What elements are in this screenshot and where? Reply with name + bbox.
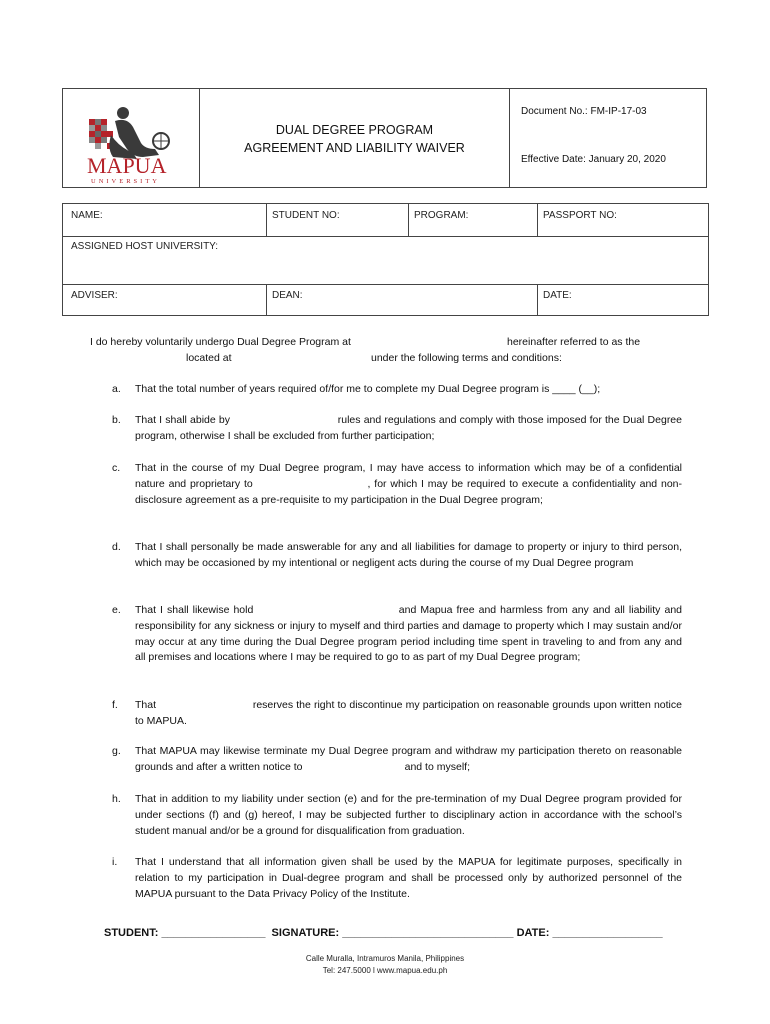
term-letter: i.	[112, 856, 118, 868]
dean-field[interactable]: DEAN:	[272, 290, 303, 301]
logo-checker-pattern	[89, 119, 113, 149]
effective-date: Effective Date: January 20, 2020	[521, 154, 666, 165]
intro-line1-a: I do hereby voluntarily undergo Dual Degree Program at	[90, 336, 351, 348]
term-letter: a.	[112, 383, 121, 395]
term-text: That I shall abide by rules and regulations and comply with those imposed for the Dual Degree program, otherwise I shall be excluded from further participation;	[135, 414, 685, 442]
term-text: That the total number of years required of/for me to complete my Dual Degree program is ____ (__);	[135, 383, 601, 395]
form-title-line2: AGREEMENT AND LIABILITY WAIVER	[244, 141, 465, 155]
date-field[interactable]: DATE:	[543, 290, 572, 301]
logo-wordmark: MAPUA	[87, 153, 167, 178]
term-letter: g.	[112, 745, 121, 757]
document-number: Document No.: FM-IP-17-03	[521, 106, 647, 117]
intro-line2-b: under the following terms and conditions:	[371, 352, 562, 364]
footer-contact: Tel: 247.5000 l www.mapua.edu.ph	[322, 966, 448, 975]
mapua-logo	[67, 97, 195, 185]
signature-line[interactable]: STUDENT: _________________ SIGNATURE: ____________________________ DATE: __________________	[104, 927, 663, 939]
form-title-line1: DUAL DEGREE PROGRAM	[275, 123, 434, 137]
program-field[interactable]: PROGRAM:	[414, 210, 469, 221]
form-title	[200, 121, 509, 157]
passport-no-field[interactable]: PASSPORT NO:	[543, 210, 617, 221]
term-text: That MAPUA may likewise terminate my Dual Degree program and withdraw my participation thereto on reasonable grounds and after a written notice to and to myself;	[135, 745, 685, 773]
term-letter: c.	[112, 462, 121, 474]
term-letter: b.	[112, 414, 121, 426]
term-text: That reserves the right to discontinue my participation on reasonable grounds upon written notice to MAPUA.	[135, 699, 685, 727]
term-letter: d.	[112, 541, 121, 553]
term-text: That I shall personally be made answerable for any and all liabilities for damage to property or injury to third person, which may be occasioned by my intentional or negligent acts during the course of my Dual Degree program	[135, 541, 682, 569]
adviser-field[interactable]: ADVISER:	[71, 290, 118, 301]
student-no-field[interactable]: STUDENT NO:	[272, 210, 340, 221]
term-letter: e.	[112, 604, 121, 616]
term-text: That I understand that all information given shall be used by the MAPUA for legitimate purposes, specifically in relation to my participation in Dual-degree program and shall be processed only by authorized personnel of the MAPUA pursuant to the Data Privacy Policy of the Institute.	[135, 856, 682, 900]
svg-text:UNIVERSITY: UNIVERSITY	[91, 178, 160, 185]
term-text: That in the course of my Dual Degree program, I may have access to information which may be of a confidential nature and proprietary to , for which I may be required to execute a confidentiality and non-disclosure agreement as a pre-requisite to my participation in the Dual Degree program;	[135, 462, 685, 506]
term-text: That I shall likewise hold and Mapua free and harmless from any and all liability and responsibility for any sickness or injury to myself and third parties and damage to property which I may sustain and/or may occur at any time during the Dual Degree program period including time spent in traveling to and from any and all premises and locations where I may be required to go to as part of my Dual Degree program;	[135, 604, 685, 664]
intro-line2-a: located at	[186, 352, 232, 364]
footer-address: Calle Muralla, Intramuros Manila, Philippines	[305, 954, 465, 963]
host-university-field[interactable]: ASSIGNED HOST UNIVERSITY:	[71, 241, 219, 252]
term-letter: h.	[112, 793, 121, 805]
intro-line1-b: hereinafter referred to as the	[507, 336, 641, 348]
term-letter: f.	[112, 699, 118, 711]
term-text: That in addition to my liability under section (e) and for the pre-termination of my Dual Degree program provided for under sections (f) and (g) hereof, I may be subjected further to disciplinary action in accordance with the school’s student manual and/or be a ground for disqualification from graduation.	[135, 793, 682, 837]
name-field[interactable]: NAME:	[71, 210, 103, 221]
document-header	[62, 88, 707, 188]
student-info-table	[62, 203, 709, 316]
